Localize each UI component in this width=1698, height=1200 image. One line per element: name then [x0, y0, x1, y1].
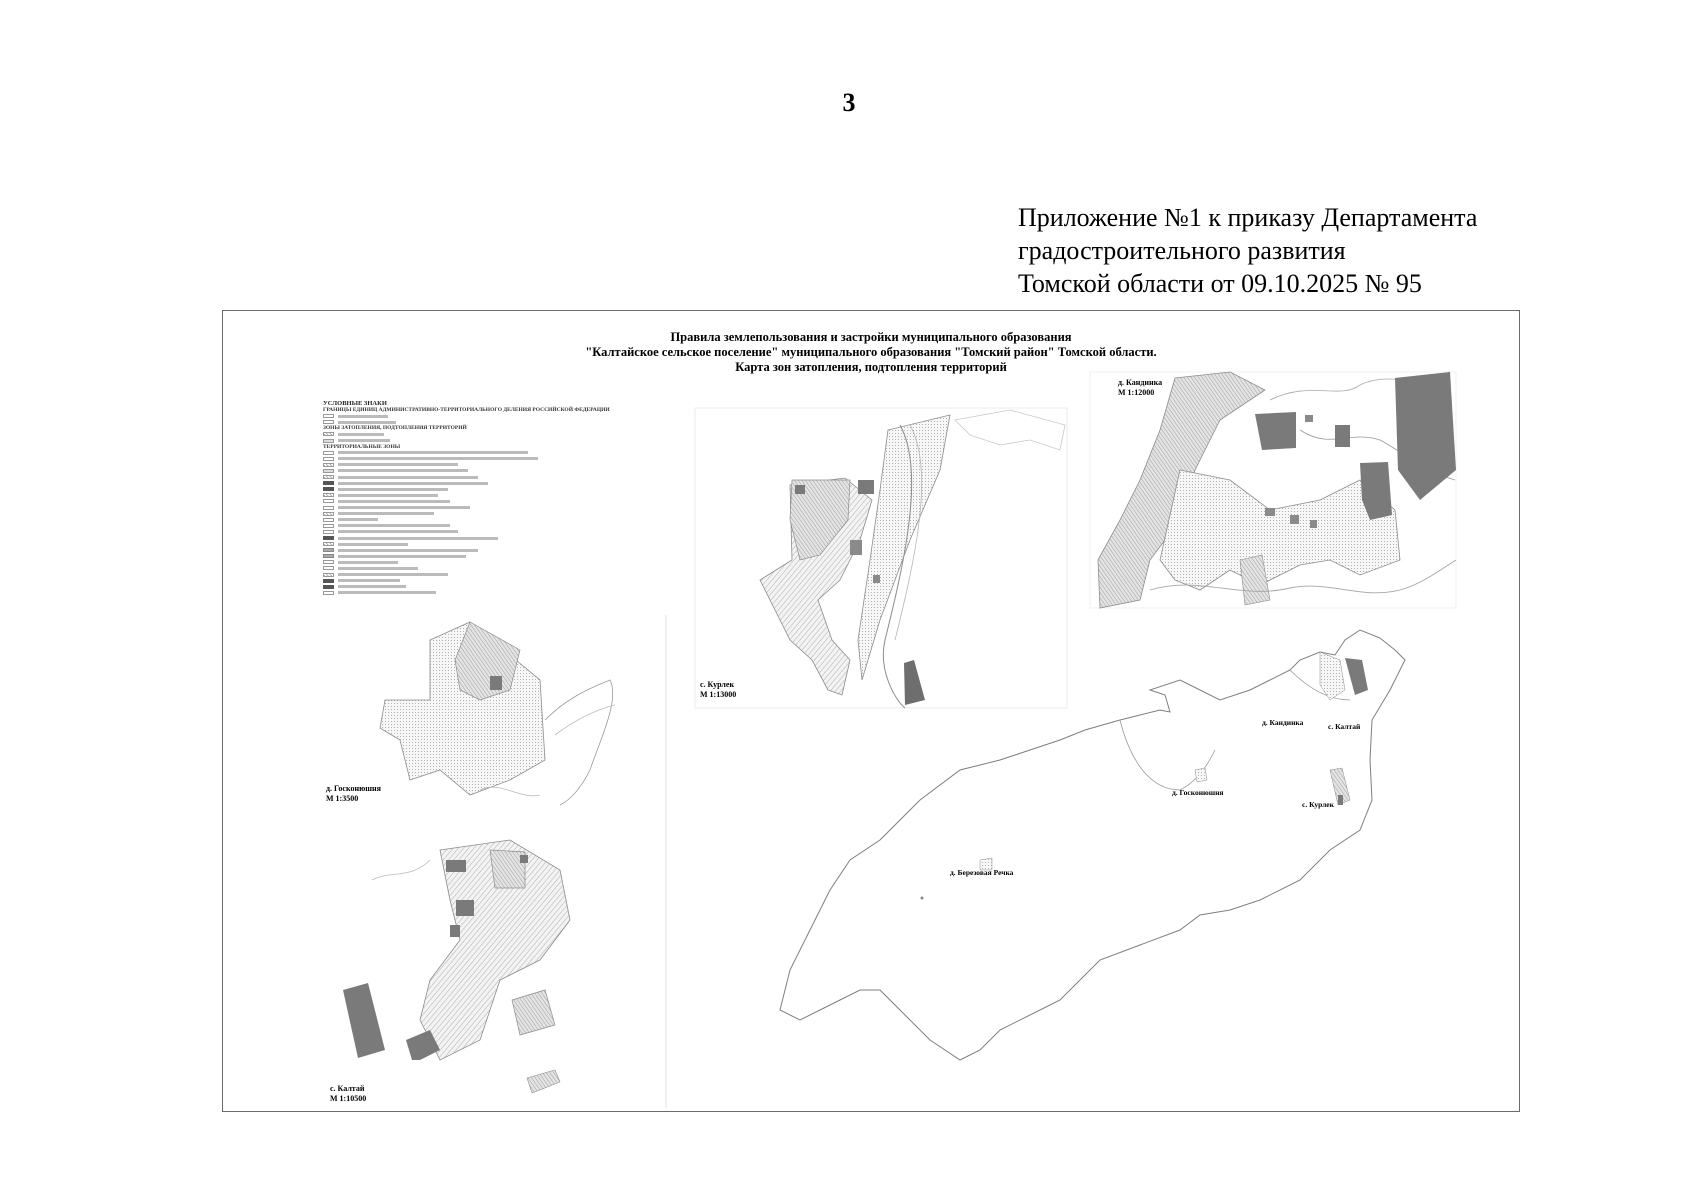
gosk-inset-scale: М 1:3500	[326, 793, 359, 803]
legend-section-zones: ТЕРРИТОРИАЛЬНЫЕ ЗОНЫ	[323, 443, 401, 450]
kurlek-inset-label	[700, 680, 736, 699]
appendix-header	[1018, 201, 1477, 300]
legend-section-flood: ЗОНЫ ЗАТОПЛЕНИЯ, ПОДТОПЛЕНИЯ ТЕРРИТОРИЙ	[323, 425, 467, 432]
map-title-line-2: "Калтайское сельское поселение" муниципального образования "Томский район" Томской области.	[585, 345, 1157, 359]
map-title	[222, 330, 1520, 375]
legend-row	[323, 590, 623, 596]
overview-kandinka: д. Кандинка	[1262, 718, 1304, 727]
map-title-line-1: Правила землепользования и застройки муниципального образования	[670, 330, 1072, 344]
map-title-line-3: Карта зон затопления, подтопления территорий	[735, 360, 1007, 374]
gosk-inset-label	[326, 784, 381, 803]
appendix-line-1: Приложение №1 к приказу Департамента	[1018, 203, 1478, 232]
legend-section-admin: ГРАНИЦЫ ЕДИНИЦ АДМИНИСТРАТИВНО-ТЕРРИТОРИАЛЬНОГО ДЕЛЕНИЯ РОССИЙСКОЙ ФЕДЕРАЦИИ	[323, 407, 610, 413]
kandinka-inset-scale: М 1:12000	[1118, 387, 1155, 397]
appendix-line-3: Томской области от 09.10.2025 № 95	[1018, 269, 1422, 298]
kandinka-inset-label	[1118, 378, 1162, 397]
overview-kaltai: с. Калтай	[1328, 722, 1361, 731]
map-legend	[323, 400, 623, 596]
kaltai-inset-scale: М 1:10500	[330, 1093, 367, 1103]
kaltai-inset-name: с. Калтай	[330, 1084, 365, 1093]
overview-goskonyushnya: д. Госконюшня	[1172, 788, 1224, 797]
appendix-line-2: градостроительного развития	[1018, 236, 1346, 265]
kurlek-inset-name: с. Курлек	[700, 680, 735, 689]
gosk-inset-name: д. Госконюшня	[326, 784, 381, 793]
kaltai-inset-label	[330, 1084, 366, 1103]
page-number: 3	[842, 88, 856, 117]
overview-berezovaya-rechka: д. Березовая Речка	[950, 868, 1014, 877]
kurlek-inset-scale: М 1:13000	[700, 689, 737, 699]
kandinka-inset-name: д. Кандинка	[1118, 378, 1163, 387]
legend-heading: УСЛОВНЫЕ ЗНАКИ	[323, 400, 387, 407]
overview-kurlek: с. Курлек	[1302, 800, 1334, 809]
